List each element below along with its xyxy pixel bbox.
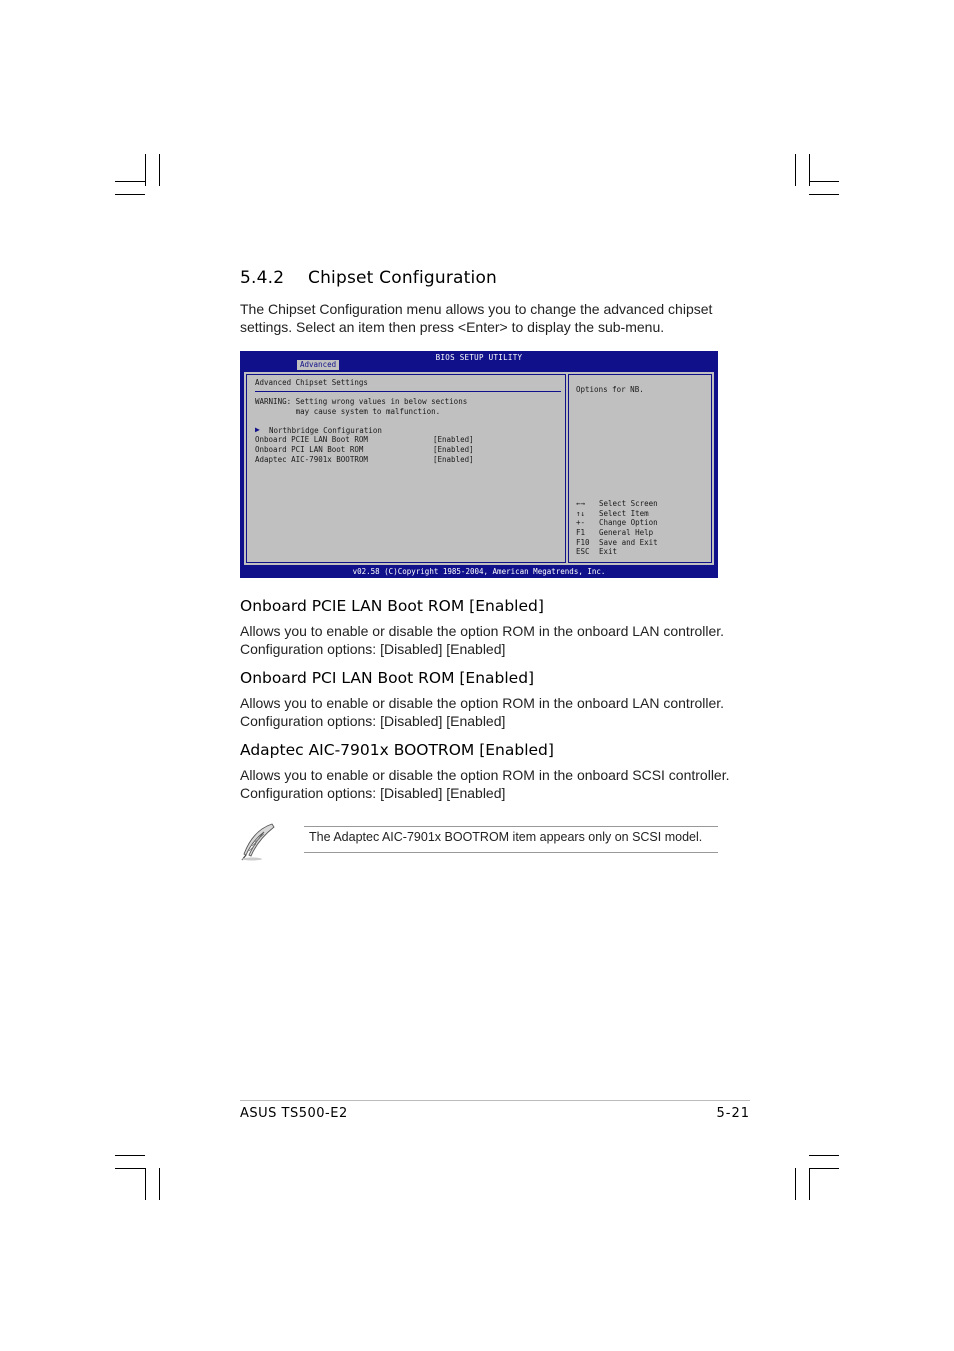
crop-mark bbox=[159, 1168, 160, 1200]
bios-help-panel bbox=[568, 374, 712, 563]
crop-mark bbox=[809, 1168, 810, 1200]
crop-mark bbox=[145, 1168, 146, 1200]
crop-mark bbox=[795, 154, 796, 186]
crop-mark bbox=[809, 1155, 839, 1156]
bios-item-pcie-lan-label[interactable]: Onboard PCIE LAN Boot ROM bbox=[255, 435, 368, 444]
bios-warning-line2: may cause system to malfunction. bbox=[255, 407, 441, 416]
bios-screen bbox=[240, 351, 718, 578]
bios-divider bbox=[255, 391, 561, 392]
section-intro: The Chipset Configuration menu allows you to change the advanced chipset settings. Select an item then press <Enter> to display the sub-menu. bbox=[240, 301, 713, 335]
bios-settings-panel bbox=[246, 374, 566, 563]
crop-mark bbox=[809, 154, 810, 186]
key-help-key: ESC bbox=[576, 547, 590, 556]
key-help-action: Select Screen bbox=[599, 499, 658, 508]
subsection-title-pci-lan: Onboard PCI LAN Boot ROM [Enabled] bbox=[240, 669, 535, 687]
footer-product: ASUS TS500-E2 bbox=[240, 1106, 348, 1121]
bios-item-pcie-lan-value[interactable]: [Enabled] bbox=[433, 435, 474, 444]
footer-rule bbox=[240, 1100, 750, 1101]
key-help-action: Change Option bbox=[599, 518, 658, 527]
note-top-rule bbox=[304, 826, 718, 827]
bios-tab-advanced[interactable]: Advanced bbox=[297, 360, 339, 370]
section-heading: Chipset Configuration bbox=[308, 268, 498, 288]
key-help-key: F10 bbox=[576, 538, 590, 547]
subsection-text-adaptec: Allows you to enable or disable the option ROM in the onboard SCSI controller. Configuration options: [Disabled] [Enabled] bbox=[240, 767, 730, 801]
crop-mark bbox=[115, 1155, 145, 1156]
crop-mark bbox=[809, 194, 839, 195]
feather-pen-icon bbox=[238, 822, 278, 867]
crop-mark bbox=[115, 1168, 145, 1169]
footer-page-number: 5-21 bbox=[716, 1106, 750, 1121]
subsection-text-pci-lan: Allows you to enable or disable the option ROM in the onboard LAN controller. Configuration options: [Disabled] [Enabled] bbox=[240, 695, 725, 729]
bios-item-adaptec-value[interactable]: [Enabled] bbox=[433, 455, 474, 464]
note-bottom-rule bbox=[304, 852, 718, 853]
subsection-text-pcie-lan: Allows you to enable or disable the option ROM in the onboard LAN controller. Configuration options: [Disabled] [Enabled] bbox=[240, 623, 725, 657]
submenu-arrow-icon: ▶ bbox=[255, 425, 260, 434]
crop-mark bbox=[809, 1168, 839, 1169]
bios-copyright: v02.58 (C)Copyright 1985-2004, American Megatrends, Inc. bbox=[352, 567, 606, 576]
note-text: The Adaptec AIC-7901x BOOTROM item appears only on SCSI model. bbox=[309, 830, 703, 844]
bios-help-text: Options for NB. bbox=[576, 385, 644, 394]
bios-frame bbox=[244, 372, 714, 565]
key-help-action: Select Item bbox=[599, 509, 649, 518]
crop-mark bbox=[115, 181, 145, 182]
bios-warning-line1: WARNING: Setting wrong values in below sections bbox=[255, 397, 468, 406]
subsection-title-adaptec: Adaptec AIC-7901x BOOTROM [Enabled] bbox=[240, 741, 554, 759]
bios-item-pci-lan-label[interactable]: Onboard PCI LAN Boot ROM bbox=[255, 445, 364, 454]
crop-mark bbox=[115, 194, 145, 195]
bios-item-pci-lan-value[interactable]: [Enabled] bbox=[433, 445, 474, 454]
bios-panel-title: Advanced Chipset Settings bbox=[255, 378, 368, 387]
crop-mark bbox=[145, 154, 146, 186]
subsection-title-pcie-lan: Onboard PCIE LAN Boot ROM [Enabled] bbox=[240, 597, 544, 615]
key-help-key: +- bbox=[576, 518, 586, 527]
key-help-action: Exit bbox=[599, 547, 618, 556]
bios-submenu-northbridge[interactable]: Northbridge Configuration bbox=[269, 426, 382, 435]
crop-mark bbox=[795, 1168, 796, 1200]
key-help-key: F1 bbox=[576, 528, 586, 537]
crop-mark bbox=[809, 181, 839, 182]
section-title bbox=[240, 268, 497, 288]
key-help-action: General Help bbox=[599, 528, 654, 537]
bios-item-adaptec-label[interactable]: Adaptec AIC-7901x BOOTROM bbox=[255, 455, 368, 464]
key-help-action: Save and Exit bbox=[599, 538, 658, 547]
section-number: 5.4.2 bbox=[240, 268, 285, 288]
up-down-arrows-icon: ↑↓ bbox=[576, 509, 586, 518]
bios-title: BIOS SETUP UTILITY bbox=[435, 353, 523, 362]
crop-mark bbox=[159, 154, 160, 186]
left-right-arrows-icon: ←→ bbox=[576, 499, 586, 508]
